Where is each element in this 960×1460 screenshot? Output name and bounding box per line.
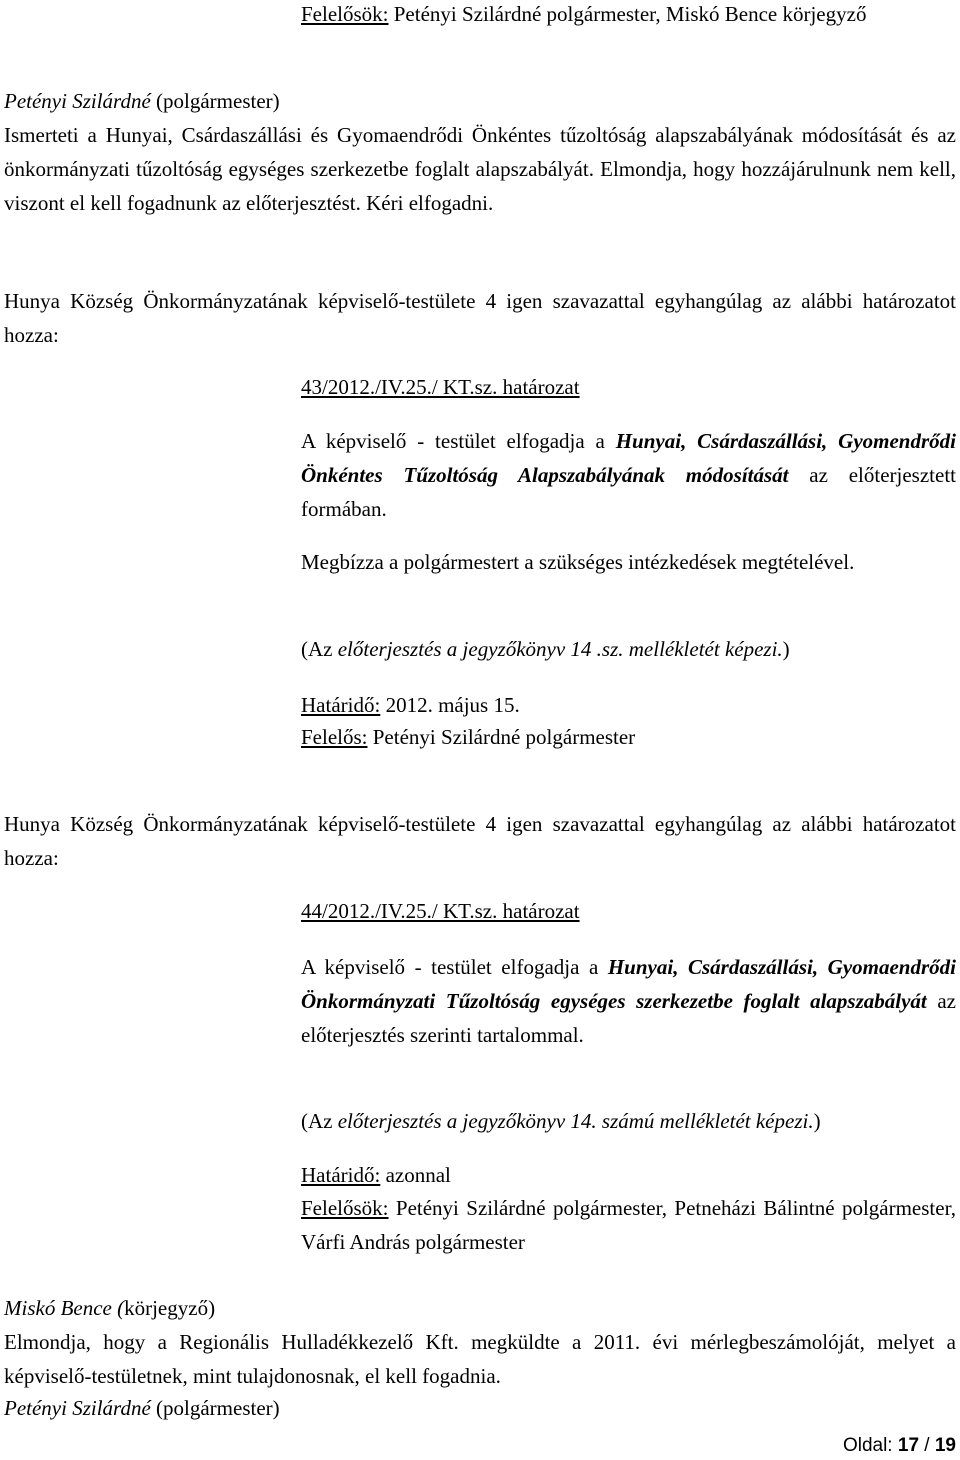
speaker-name: Petényi Szilárdné <box>4 89 151 113</box>
resolution-annex-note-2: (Az előterjesztés a jegyzőkönyv 14. számú mellékletét képezi.) <box>301 1109 821 1133</box>
responsible-label: Felelősök: <box>301 2 389 26</box>
speaker-name: Petényi Szilárdné <box>4 1396 151 1420</box>
speaker-line-3 <box>4 1391 956 1425</box>
resolution-deadline-2: Határidő: azonnal <box>301 1163 451 1187</box>
resolution-responsible-2: Felelősök: Petényi Szilárdné polgármester, Petneházi Bálintné polgármester, Várfi András polgármester <box>301 1196 956 1254</box>
resolution-number-1: 43/2012./IV.25./ KT.sz. határozat <box>301 375 580 399</box>
speaker-line-2 <box>4 1291 956 1325</box>
speaker-line-1 <box>4 84 956 118</box>
responsible-text: Petényi Szilárdné polgármester, Miskó Bence körjegyző <box>388 2 867 26</box>
speaker-role: (polgármester) <box>150 89 280 113</box>
resolution-instruction-1: Megbízza a polgármestert a szükséges intézkedések megtételével. <box>301 550 855 574</box>
speaker-role: körjegyző) <box>124 1296 216 1320</box>
resolution-text-2: A képviselő - testület elfogadja a Hunyai, Csárdaszállási, Gyomaendrődi Önkormányzati Tűzoltóság egységes szerkezetbe foglalt alapszabályát az előterjesztés szerinti tartalommal. <box>301 955 956 1047</box>
speaker-name: Miskó Bence ( <box>4 1296 125 1320</box>
page-number: Oldal: 17 / 19 <box>842 1435 956 1456</box>
speaker-role: (polgármester) <box>150 1396 280 1420</box>
speech-paragraph-2: Elmondja, hogy a Regionális Hulladékkezelő Kft. megküldte a 2011. évi mérlegbeszámolóját, melyet a képviselő-testületnek, mint tulajdonosnak, el kell fogadnia. <box>4 1330 956 1388</box>
vote-statement-1: Hunya Község Önkormányzatának képviselő-testülete 4 igen szavazattal egyhangúlag az alábbi határozatot hozza: <box>4 289 956 347</box>
top-responsible <box>301 0 956 31</box>
vote-statement-2: Hunya Község Önkormányzatának képviselő-testülete 4 igen szavazattal egyhangúlag az alábbi határozatot hozza: <box>4 812 956 870</box>
resolution-annex-note-1: (Az előterjesztés a jegyzőkönyv 14 .sz. mellékletét képezi.) <box>301 637 790 661</box>
resolution-number-2: 44/2012./IV.25./ KT.sz. határozat <box>301 899 580 923</box>
resolution-deadline-1: Határidő: 2012. május 15. <box>301 693 520 717</box>
resolution-responsible-1: Felelős: Petényi Szilárdné polgármester <box>301 725 636 749</box>
speech-paragraph-1: Ismerteti a Hunyai, Csárdaszállási és Gyomaendrődi Önkéntes tűzoltóság alapszabályának módosítását és az önkormányzati tűzoltóság egységes szerkezetbe foglalt alapszabályát. Elmondja, hogy hozzájárulnunk nem kell, viszont el kell fogadnunk az előterjesztést. Kéri elfogadni. <box>4 123 956 215</box>
resolution-text-1: A képviselő - testület elfogadja a Hunyai, Csárdaszállási, Gyomendrődi Önkéntes Tűzoltóság Alapszabályának módosítását az előterjesztett formában. <box>301 429 956 521</box>
